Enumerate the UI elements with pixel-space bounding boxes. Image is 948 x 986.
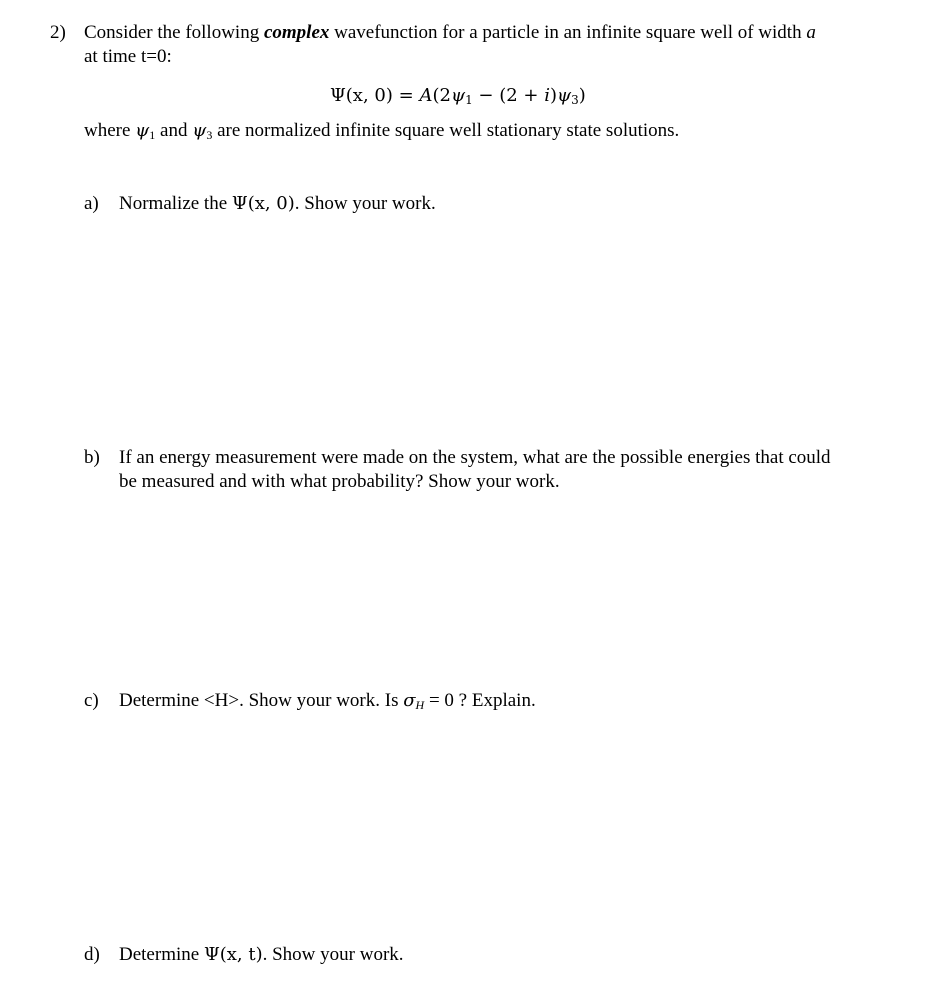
- intro-text-post: wavefunction for a particle in an infinite square well of width: [334, 22, 802, 43]
- part-d-pre: Determine: [119, 944, 200, 965]
- where-line: [84, 120, 679, 142]
- part-d-label: d): [84, 944, 100, 965]
- eq-i: i: [544, 85, 550, 106]
- eq-minus: − (2 +: [472, 85, 545, 106]
- eq-open: (2: [432, 85, 451, 106]
- part-d-text: [119, 944, 404, 966]
- psi-symbol: ψ: [192, 120, 207, 141]
- sigma-symbol: σ: [403, 690, 416, 711]
- wavefunction-equation: [330, 85, 586, 106]
- part-c-label: c): [84, 690, 99, 711]
- part-b-line1: If an energy measurement were made on the system, what are the possible energies that could: [119, 447, 831, 468]
- part-b-line2: be measured and with what probability? Show your work.: [119, 471, 560, 492]
- intro-emphasis: complex: [263, 22, 330, 43]
- intro-text-pre: Consider the following: [84, 22, 260, 43]
- eq-equals: =: [398, 85, 414, 106]
- part-d-math: Ψ(x, t): [203, 944, 263, 965]
- eq-lhs: Ψ(x, 0): [330, 85, 393, 106]
- part-c-pre: Determine <H>. Show your work. Is: [119, 690, 399, 711]
- part-a-math: Ψ(x, 0): [231, 193, 295, 214]
- problem-intro-line1: [84, 22, 816, 44]
- psi-subscript-1: 1: [149, 128, 156, 142]
- psi-subscript-3: 3: [571, 93, 579, 107]
- psi-subscript-1: 1: [465, 93, 473, 107]
- psi-symbol: ψ: [135, 120, 150, 141]
- where-post: are normalized infinite square well stationary state solutions.: [217, 120, 680, 141]
- sigma-subscript: H: [415, 698, 425, 712]
- where-pre: where: [84, 120, 131, 141]
- part-d-post: . Show your work.: [262, 944, 404, 965]
- part-a-text: [119, 193, 436, 215]
- part-a-post: . Show your work.: [294, 193, 436, 214]
- width-variable: a: [806, 22, 816, 43]
- psi-subscript-3: 3: [206, 128, 213, 142]
- problem-intro-line2: at time t=0:: [84, 46, 172, 67]
- where-and: and: [160, 120, 188, 141]
- part-a-label: a): [84, 193, 99, 214]
- psi-symbol: ψ: [450, 85, 466, 106]
- eq-close-i: ): [550, 85, 558, 106]
- part-c-mid: = 0 ? Explain.: [428, 690, 536, 711]
- problem-number: 2): [50, 22, 66, 43]
- part-c-text: [119, 690, 536, 712]
- part-b-label: b): [84, 447, 100, 468]
- eq-A: A: [419, 85, 433, 106]
- eq-close: ): [578, 85, 586, 106]
- part-a-pre: Normalize the: [119, 193, 228, 214]
- psi-symbol: ψ: [557, 85, 572, 106]
